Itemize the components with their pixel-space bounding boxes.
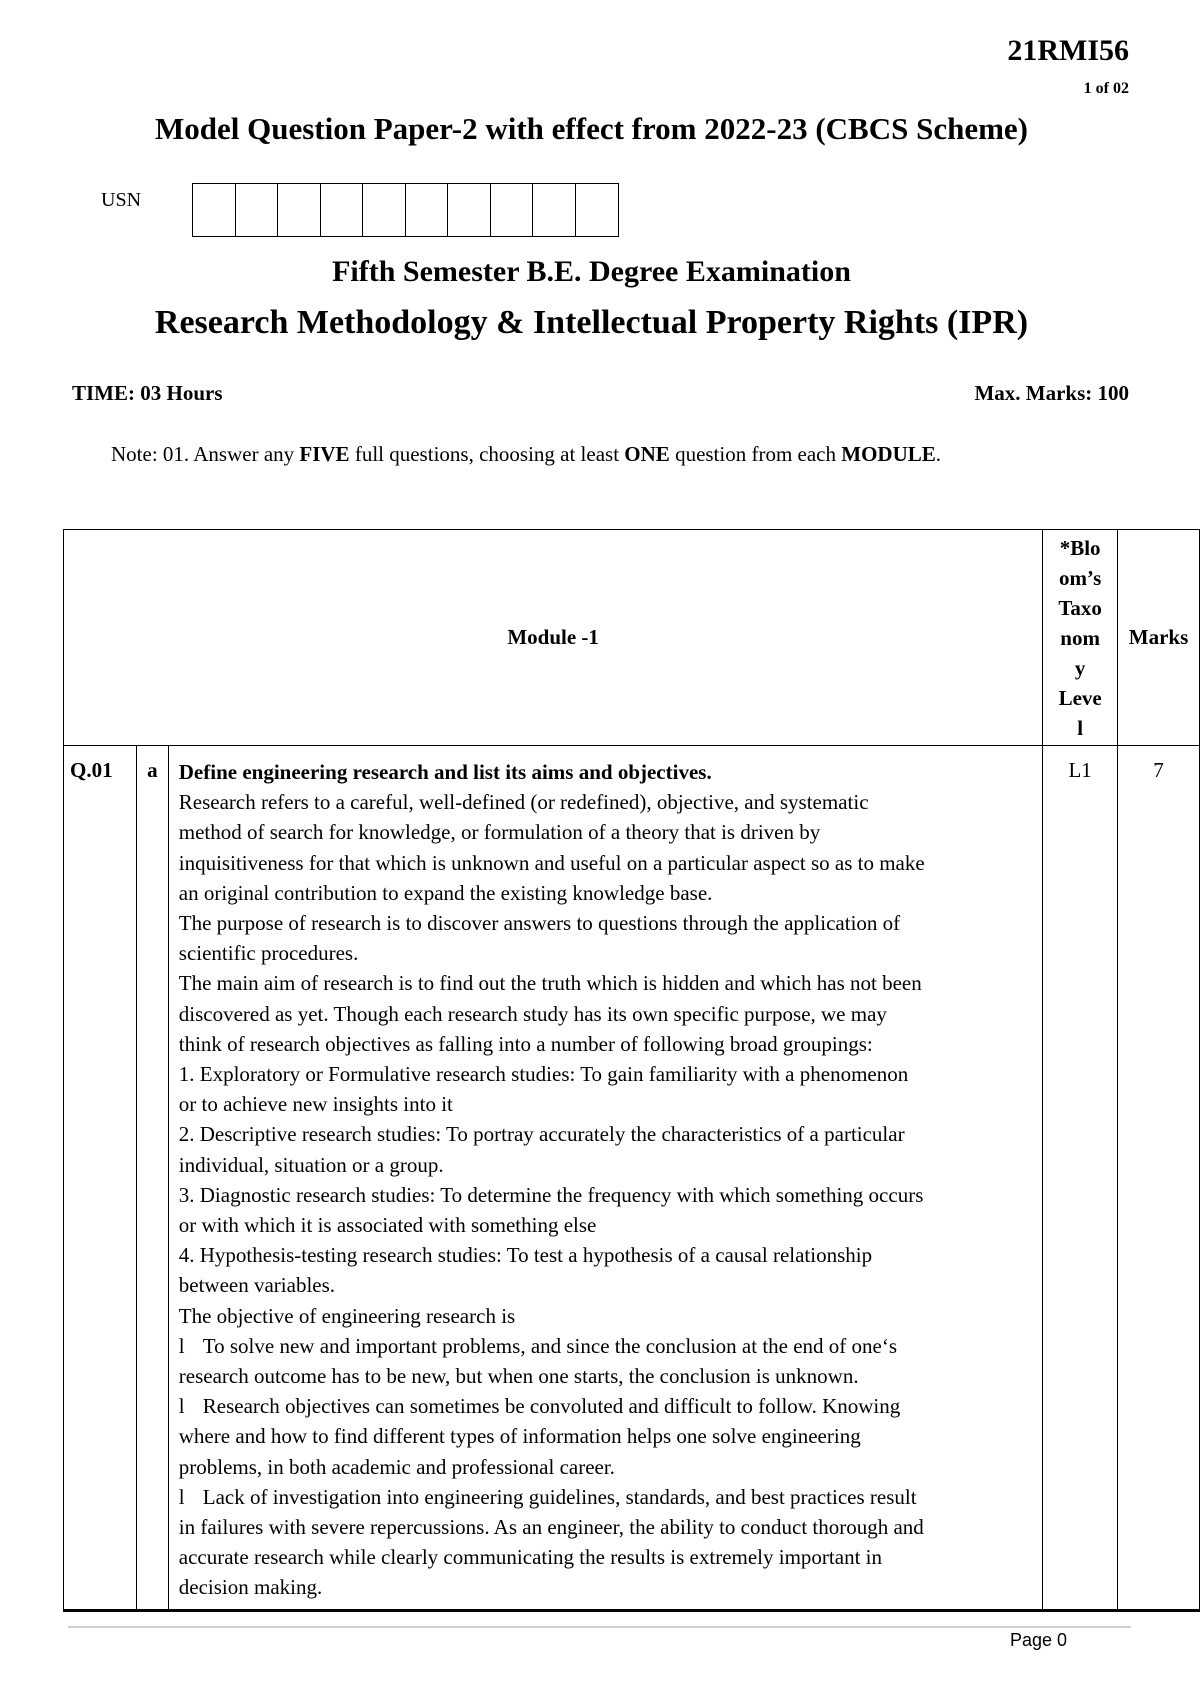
note-mid2: question from each bbox=[669, 442, 842, 466]
answer-line: inquisitiveness for that which is unknown and useful on a particular aspect so as to make bbox=[178, 850, 925, 875]
usn-digit-box bbox=[491, 184, 534, 236]
bullet-text: research outcome has to be new, but when one starts, the conclusion is unknown. bbox=[178, 1364, 859, 1389]
answer-line: individual, situation or a group. bbox=[178, 1152, 444, 1177]
usn-digit-box bbox=[406, 184, 449, 236]
usn-digit-box bbox=[321, 184, 364, 236]
bloom-header-line: l bbox=[1077, 715, 1084, 740]
note-prefix: Note: 01. Answer any bbox=[111, 442, 300, 466]
answer-text bbox=[179, 787, 1036, 1602]
bullet-marker: l bbox=[178, 1484, 185, 1509]
instruction-note bbox=[111, 442, 941, 467]
answer-line: an original contribution to expand the existing knowledge base. bbox=[178, 880, 713, 905]
answer-line: 1. Exploratory or Formulative research studies: To gain familiarity with a phenomenon bbox=[178, 1062, 909, 1087]
bloom-header-line: Taxo bbox=[1058, 595, 1102, 620]
bullet-line bbox=[179, 1512, 1036, 1542]
usn-digit-box bbox=[448, 184, 491, 236]
note-module: MODULE bbox=[841, 442, 936, 466]
bullet-text: decision making. bbox=[178, 1575, 323, 1600]
bullet-line bbox=[179, 1361, 1036, 1391]
bullet-text: where and how to find different types of information helps one solve engineering bbox=[178, 1424, 861, 1449]
answer-line: discovered as yet. Though each research study has its own specific purpose, we may bbox=[178, 1001, 887, 1026]
bloom-header-line: Leve bbox=[1058, 685, 1102, 710]
answer-line: 2. Descriptive research studies: To portray accurately the characteristics of a particular bbox=[178, 1122, 905, 1147]
page-footer: Page 0 bbox=[1009, 1630, 1067, 1650]
bullet-line bbox=[179, 1542, 1036, 1572]
answer-line: scientific procedures. bbox=[178, 941, 359, 966]
bullet-text: in failures with severe repercussions. As an engineer, the ability to conduct thorough and bbox=[178, 1515, 924, 1540]
answer-line: between variables. bbox=[178, 1273, 336, 1298]
bullet-line bbox=[179, 1331, 1036, 1361]
bullet-text: problems, in both academic and professional career. bbox=[178, 1454, 615, 1479]
answer-line: 4. Hypothesis-testing research studies: To test a hypothesis of a causal relationship bbox=[178, 1243, 873, 1268]
usn-digit-box bbox=[236, 184, 279, 236]
question-marks: 7 bbox=[1118, 746, 1200, 1611]
bloom-header-line: *Blo bbox=[1059, 535, 1101, 560]
bullet-text: accurate research while clearly communicating the results is extremely important in bbox=[178, 1545, 882, 1570]
answer-line: The objective of engineering research is bbox=[178, 1303, 516, 1328]
bloom-header-line: nom bbox=[1060, 625, 1100, 650]
bullet-marker: l bbox=[178, 1394, 185, 1419]
max-marks: Max. Marks: 100 bbox=[974, 381, 1129, 405]
usn-label: USN bbox=[101, 189, 142, 211]
bloom-header-line: y bbox=[1074, 655, 1086, 680]
subject-code: 21RMI56 bbox=[1007, 34, 1129, 67]
bullet-line bbox=[179, 1421, 1036, 1451]
question-number: Q.01 bbox=[64, 746, 137, 1611]
note-five: FIVE bbox=[299, 442, 350, 466]
usn-digit-box bbox=[576, 184, 619, 236]
usn-digit-box bbox=[533, 184, 576, 236]
note-one: ONE bbox=[624, 442, 670, 466]
bullet-line bbox=[179, 1391, 1036, 1421]
bullet-line bbox=[179, 1572, 1036, 1602]
answer-line: 3. Diagnostic research studies: To determine the frequency with which something occurs bbox=[178, 1182, 924, 1207]
bullet-line bbox=[179, 1452, 1036, 1482]
answer-line: The purpose of research is to discover answers to questions through the application of bbox=[178, 911, 901, 936]
table-header-row bbox=[64, 530, 1200, 746]
footer-divider bbox=[68, 1626, 1131, 1628]
answer-line: think of research objectives as falling into a number of following broad groupings: bbox=[178, 1031, 873, 1056]
answer-line: or to achieve new insights into it bbox=[178, 1092, 453, 1117]
answer-line: or with which it is associated with something else bbox=[178, 1213, 597, 1238]
question-body bbox=[168, 746, 1042, 1611]
question-table bbox=[63, 529, 1200, 1612]
bloom-header-line: om’s bbox=[1058, 565, 1102, 590]
note-end: . bbox=[935, 442, 942, 466]
semester-title: Fifth Semester B.E. Degree Examination bbox=[332, 255, 851, 288]
usn-digit-box bbox=[278, 184, 321, 236]
usn-boxes bbox=[192, 183, 619, 237]
subject-title: Research Methodology & Intellectual Property Rights (IPR) bbox=[154, 304, 1029, 341]
question-part: a bbox=[136, 746, 168, 1611]
bullet-text: Research objectives can sometimes be convoluted and difficult to follow. Knowing bbox=[202, 1394, 901, 1419]
marks-header: Marks bbox=[1118, 530, 1200, 746]
bullet-line bbox=[179, 1482, 1036, 1512]
bullet-marker: l bbox=[178, 1333, 185, 1358]
answer-line: method of search for knowledge, or formulation of a theory that is driven by bbox=[178, 820, 821, 845]
note-mid1: full questions, choosing at least bbox=[349, 442, 625, 466]
bloom-taxonomy-header bbox=[1043, 530, 1118, 746]
usn-digit-box bbox=[193, 184, 236, 236]
question-title: Define engineering research and list its aims and objectives. bbox=[178, 760, 712, 784]
bullet-text: Lack of investigation into engineering guidelines, standards, and best practices result bbox=[202, 1484, 917, 1509]
table-row bbox=[64, 746, 1200, 1611]
page-count: 1 of 02 bbox=[1083, 80, 1129, 97]
paper-title: Model Question Paper-2 with effect from 2022-23 (CBCS Scheme) bbox=[155, 111, 1028, 146]
usn-digit-box bbox=[363, 184, 406, 236]
module-heading: Module -1 bbox=[64, 530, 1043, 746]
bloom-level: L1 bbox=[1043, 746, 1118, 1611]
exam-time: TIME: 03 Hours bbox=[72, 381, 223, 405]
bullet-text: To solve new and important problems, and since the conclusion at the end of one‘s bbox=[202, 1333, 898, 1358]
answer-line: The main aim of research is to find out the truth which is hidden and which has not been bbox=[178, 971, 922, 996]
answer-line: Research refers to a careful, well-defined (or redefined), objective, and systematic bbox=[178, 790, 869, 815]
